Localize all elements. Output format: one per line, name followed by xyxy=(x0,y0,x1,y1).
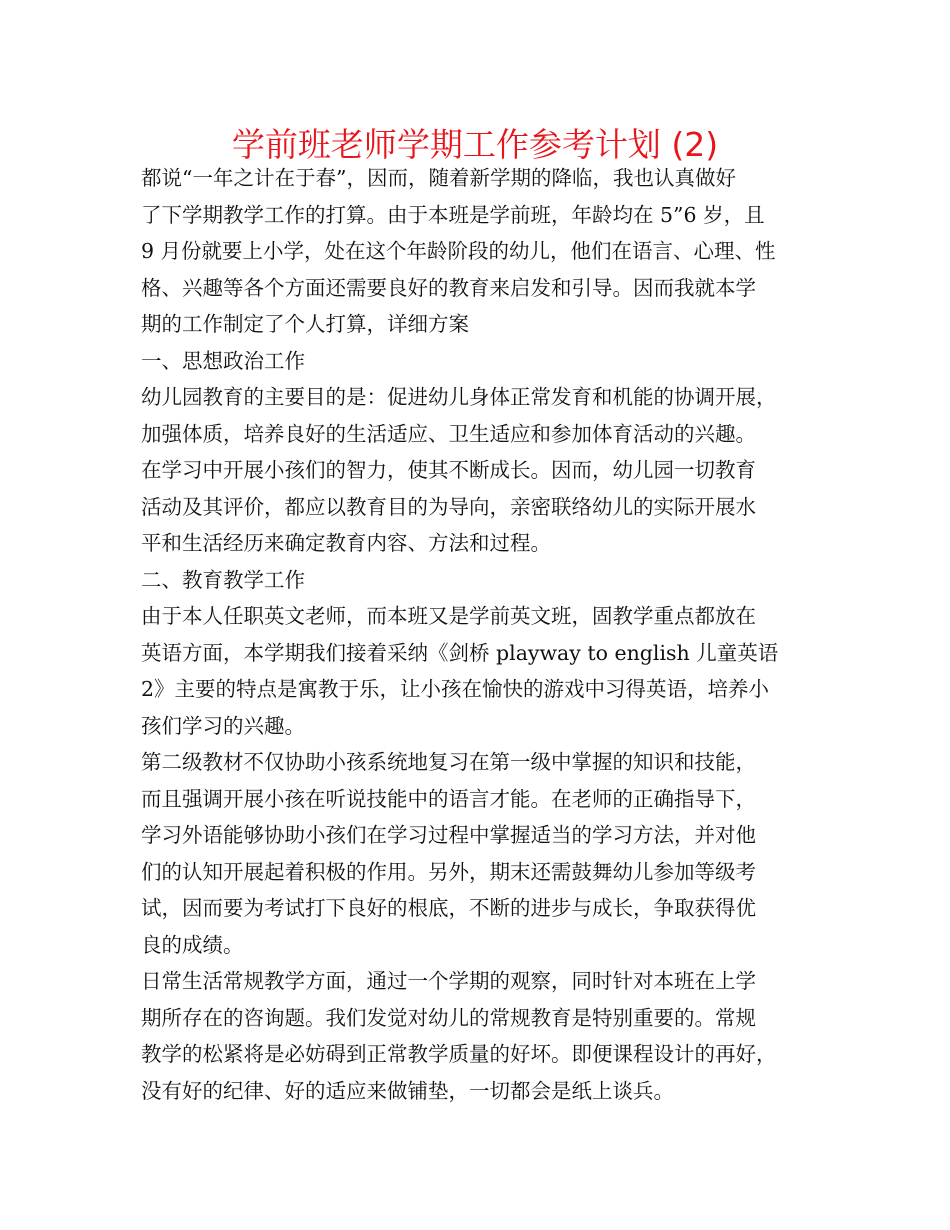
body-line: 平和生活经历来确定教育内容、方法和过程。 xyxy=(141,531,551,555)
body-line: 而且强调开展小孩在听说技能中的语言才能。在老师的正确指导下， xyxy=(141,786,756,811)
body-line: 第二级教材不仅协助小孩系统地复习在第一级中掌握的知识和技能， xyxy=(141,750,756,774)
document-title: 学前班老师学期工作参考计划 (2) xyxy=(231,125,719,164)
document-body xyxy=(141,160,831,1109)
body-line: 2》主要的特点是寓教于乐，让小孩在愉快的游戏中习得英语，培养小 xyxy=(141,677,770,701)
body-line: 格、兴趣等各个方面还需要良好的教育来启发和引导。因而我就本学 xyxy=(141,275,756,300)
body-line: 在学习中开展小孩们的智力，使其不断成长。因而，幼儿园一切教育 xyxy=(141,458,756,482)
body-line: 期所存在的咨询题。我们发觉对幼儿的常规教育是特别重要的。常规 xyxy=(141,1005,756,1030)
body-line: 日常生活常规教学方面，通过一个学期的观察，同时针对本班在上学 xyxy=(141,969,756,993)
section-heading: 一、思想政治工作 xyxy=(141,348,305,373)
section-heading: 二、教育教学工作 xyxy=(141,567,305,592)
body-line: 活动及其评价，都应以教育目的为导向，亲密联络幼儿的实际开展水 xyxy=(141,494,756,519)
body-line: 学习外语能够协助小孩们在学习过程中掌握适当的学习方法，并对他 xyxy=(141,823,756,847)
body-line: 试，因而要为考试打下良好的根底，不断的进步与成长，争取获得优 xyxy=(141,896,756,920)
body-line: 由于本人任职英文老师，而本班又是学前英文班，固教学重点都放在 xyxy=(141,604,756,628)
body-line: 孩们学习的兴趣。 xyxy=(141,713,305,738)
body-line: 英语方面，本学期我们接着采纳《剑桥 playway to english 儿童英语 xyxy=(141,640,779,665)
body-line: 加强体质，培养良好的生活适应、卫生适应和参加体育活动的兴趣。 xyxy=(141,421,756,446)
body-line: 都说“一年之计在于春”，因而，随着新学期的降临，我也认真做好 xyxy=(141,166,736,190)
body-line: 了下学期教学工作的打算。由于本班是学前班，年龄均在 5”6 岁，且 xyxy=(141,202,765,227)
body-line: 教学的松紧将是必妨碍到正常教学质量的好坏。即便课程设计的再好， xyxy=(141,1042,777,1066)
body-line: 9 月份就要上小学，处在这个年龄阶段的幼儿，他们在语言、心理、性 xyxy=(141,239,776,263)
body-line: 良的成绩。 xyxy=(141,932,244,957)
body-line: 们的认知开展起着积极的作用。另外，期末还需鼓舞幼儿参加等级考 xyxy=(141,859,756,884)
body-line: 幼儿园教育的主要目的是：促进幼儿身体正常发育和机能的协调开展， xyxy=(141,385,777,409)
body-line: 期的工作制定了个人打算，详细方案 xyxy=(141,312,469,336)
body-line: 没有好的纪律、好的适应来做铺垫，一切都会是纸上谈兵。 xyxy=(141,1078,674,1103)
